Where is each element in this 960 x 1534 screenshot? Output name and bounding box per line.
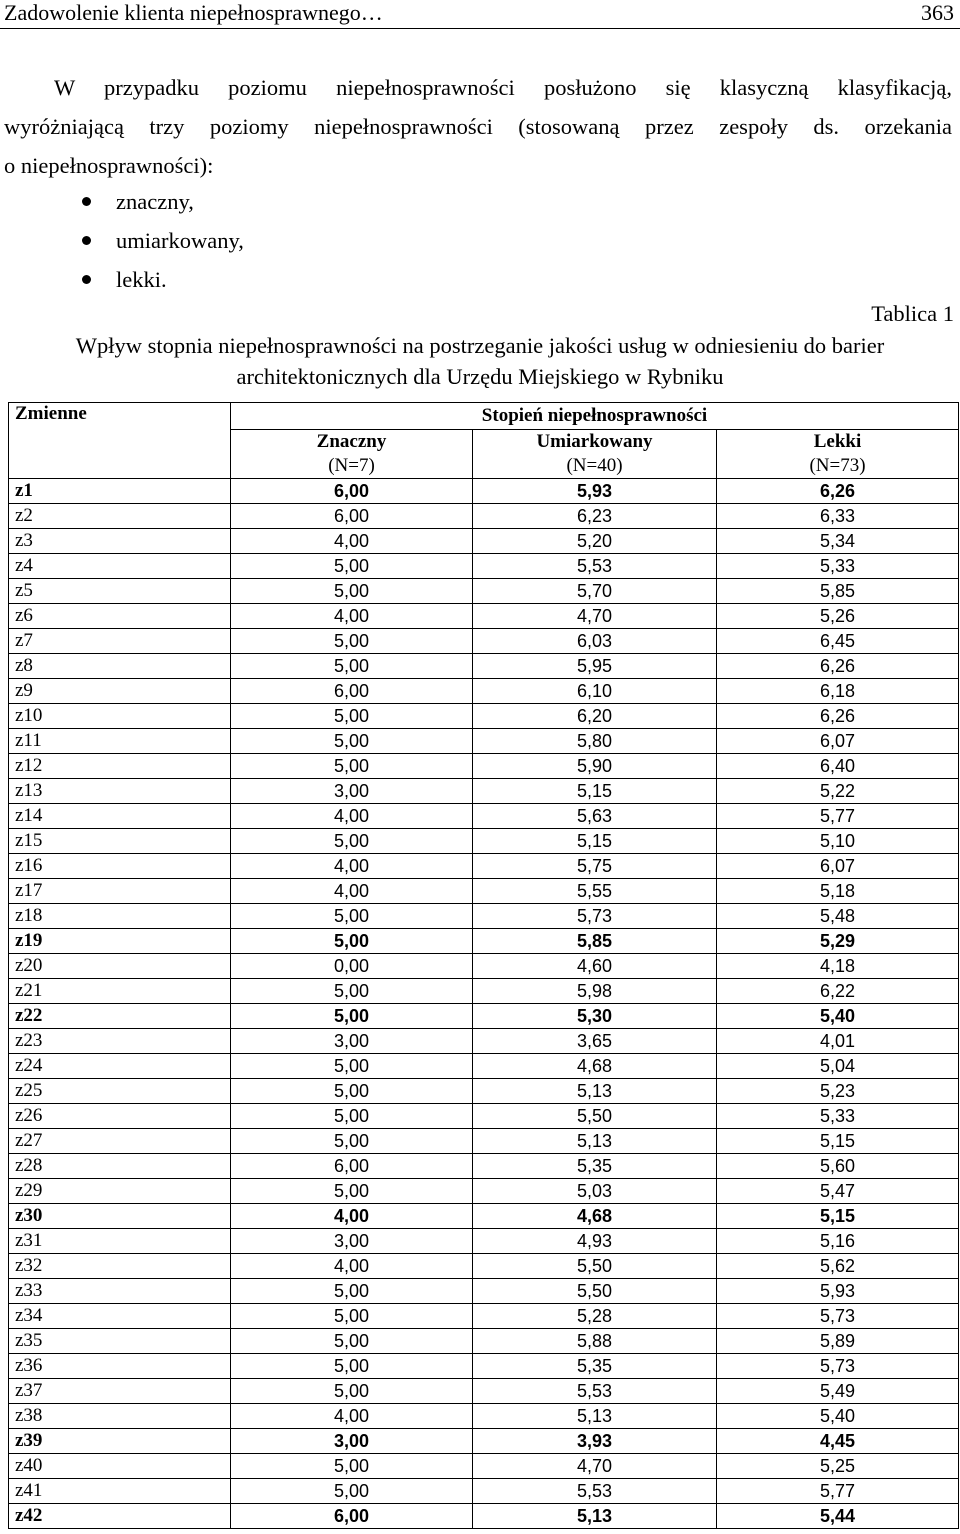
- table-row: [9, 554, 959, 579]
- value-cell: 6,00: [231, 679, 473, 704]
- value-cell: 5,13: [473, 1079, 717, 1104]
- variable-cell: z14: [9, 804, 231, 829]
- variable-cell: z15: [9, 829, 231, 854]
- value-cell: 5,53: [473, 1379, 717, 1404]
- table-row: [9, 1279, 959, 1304]
- value-cell: 5,23: [717, 1079, 959, 1104]
- table-row: [9, 904, 959, 929]
- running-header: [0, 0, 960, 29]
- table-row: [9, 1504, 959, 1529]
- variable-cell: z7: [9, 629, 231, 654]
- value-cell: 4,18: [717, 954, 959, 979]
- value-cell: 5,98: [473, 979, 717, 1004]
- table-row: [9, 704, 959, 729]
- value-cell: 5,13: [473, 1129, 717, 1154]
- value-cell: 3,93: [473, 1429, 717, 1454]
- value-cell: 4,00: [231, 604, 473, 629]
- table-row: [9, 1479, 959, 1504]
- value-cell: 5,00: [231, 1079, 473, 1104]
- table-row: [9, 1054, 959, 1079]
- column-header-sample-size: (N=7): [328, 455, 375, 476]
- table-row: [9, 1129, 959, 1154]
- variable-cell: z2: [9, 504, 231, 529]
- table-row: [9, 604, 959, 629]
- value-cell: 5,00: [231, 1004, 473, 1029]
- variable-cell: z39: [9, 1429, 231, 1454]
- variable-cell: z17: [9, 879, 231, 904]
- table-number: Tablica 1: [871, 301, 954, 326]
- column-header-lekki: [717, 430, 959, 479]
- value-cell: 5,26: [717, 604, 959, 629]
- value-cell: 5,15: [717, 1204, 959, 1229]
- variable-cell: z32: [9, 1254, 231, 1279]
- column-header-label: Lekki: [813, 431, 862, 452]
- value-cell: 4,45: [717, 1429, 959, 1454]
- value-cell: 5,63: [473, 804, 717, 829]
- value-cell: 4,68: [473, 1204, 717, 1229]
- variable-cell: z1: [9, 479, 231, 504]
- value-cell: 5,73: [473, 904, 717, 929]
- value-cell: 4,93: [473, 1229, 717, 1254]
- value-cell: 5,53: [473, 554, 717, 579]
- value-cell: 5,25: [717, 1454, 959, 1479]
- variable-cell: z28: [9, 1154, 231, 1179]
- table-caption: [0, 330, 960, 392]
- variable-cell: z36: [9, 1354, 231, 1379]
- value-cell: 5,00: [231, 1104, 473, 1129]
- value-cell: 5,18: [717, 879, 959, 904]
- value-cell: 6,00: [231, 479, 473, 504]
- value-cell: 5,00: [231, 1129, 473, 1154]
- value-cell: 5,85: [473, 929, 717, 954]
- intro-line-3: o niepełnosprawności):: [4, 153, 214, 178]
- value-cell: 5,62: [717, 1254, 959, 1279]
- table-row: [9, 1079, 959, 1104]
- table-row: [9, 1229, 959, 1254]
- table-row: [9, 1304, 959, 1329]
- value-cell: 5,00: [231, 1329, 473, 1354]
- table-row: [9, 579, 959, 604]
- value-cell: 6,10: [473, 679, 717, 704]
- value-cell: 4,00: [231, 879, 473, 904]
- page-number: 363: [921, 0, 954, 25]
- value-cell: 4,00: [231, 1254, 473, 1279]
- value-cell: 0,00: [231, 954, 473, 979]
- value-cell: 5,00: [231, 729, 473, 754]
- table-row: [9, 1029, 959, 1054]
- column-header-label: Umiarkowany: [536, 431, 653, 452]
- column-header-umiarkowany: [473, 430, 717, 479]
- running-header-title: Zadowolenie klienta niepełnosprawnego…: [4, 0, 383, 25]
- value-cell: 5,75: [473, 854, 717, 879]
- value-cell: 5,35: [473, 1354, 717, 1379]
- variable-cell: z20: [9, 954, 231, 979]
- value-cell: 5,00: [231, 1054, 473, 1079]
- value-cell: 5,90: [473, 754, 717, 779]
- value-cell: 5,00: [231, 1354, 473, 1379]
- column-header-sample-size: (N=40): [566, 455, 623, 476]
- value-cell: 5,47: [717, 1179, 959, 1204]
- value-cell: 4,70: [473, 604, 717, 629]
- value-cell: 5,60: [717, 1154, 959, 1179]
- table-row: [9, 479, 959, 504]
- table-row: [9, 1329, 959, 1354]
- caption-line-2: architektonicznych dla Urzędu Miejskiego w Rybniku: [236, 364, 724, 389]
- value-cell: 5,93: [717, 1279, 959, 1304]
- value-cell: 6,00: [231, 1154, 473, 1179]
- value-cell: 5,77: [717, 1479, 959, 1504]
- table-row: [9, 929, 959, 954]
- variable-cell: z34: [9, 1304, 231, 1329]
- value-cell: 5,20: [473, 529, 717, 554]
- table-body: [9, 479, 959, 1529]
- value-cell: 4,70: [473, 1454, 717, 1479]
- variable-cell: z42: [9, 1504, 231, 1529]
- variable-cell: z13: [9, 779, 231, 804]
- column-group-header: Stopień niepełnosprawności: [231, 403, 959, 430]
- variable-cell: z8: [9, 654, 231, 679]
- table-row: [9, 629, 959, 654]
- value-cell: 6,23: [473, 504, 717, 529]
- variable-cell: z5: [9, 579, 231, 604]
- intro-line-1: W przypadku poziomu niepełnosprawności posłużono się klasyczną klasyfikacją,: [54, 75, 952, 100]
- value-cell: 5,13: [473, 1404, 717, 1429]
- value-cell: 6,20: [473, 704, 717, 729]
- variable-cell: z26: [9, 1104, 231, 1129]
- value-cell: 5,55: [473, 879, 717, 904]
- value-cell: 5,15: [473, 829, 717, 854]
- value-cell: 4,00: [231, 1404, 473, 1429]
- table-row: [9, 679, 959, 704]
- value-cell: 4,00: [231, 854, 473, 879]
- value-cell: 5,10: [717, 829, 959, 854]
- value-cell: 5,50: [473, 1279, 717, 1304]
- variable-cell: z18: [9, 904, 231, 929]
- value-cell: 5,00: [231, 1379, 473, 1404]
- table-row: [9, 954, 959, 979]
- value-cell: 5,00: [231, 754, 473, 779]
- value-cell: 4,00: [231, 1204, 473, 1229]
- value-cell: 6,07: [717, 729, 959, 754]
- value-cell: 5,22: [717, 779, 959, 804]
- value-cell: 5,53: [473, 1479, 717, 1504]
- table-row: [9, 779, 959, 804]
- table-row: [9, 729, 959, 754]
- value-cell: 5,40: [717, 1004, 959, 1029]
- value-cell: 5,00: [231, 1279, 473, 1304]
- value-cell: 5,48: [717, 904, 959, 929]
- value-cell: 5,15: [717, 1129, 959, 1154]
- table-row: [9, 1404, 959, 1429]
- value-cell: 5,16: [717, 1229, 959, 1254]
- value-cell: 3,00: [231, 1429, 473, 1454]
- variable-cell: z40: [9, 1454, 231, 1479]
- table-row: [9, 1154, 959, 1179]
- bullet-icon: [82, 275, 91, 284]
- value-cell: 5,28: [473, 1304, 717, 1329]
- value-cell: 6,03: [473, 629, 717, 654]
- variable-cell: z21: [9, 979, 231, 1004]
- value-cell: 5,00: [231, 579, 473, 604]
- value-cell: 4,00: [231, 804, 473, 829]
- value-cell: 4,01: [717, 1029, 959, 1054]
- value-cell: 5,00: [231, 554, 473, 579]
- value-cell: 4,68: [473, 1054, 717, 1079]
- value-cell: 5,80: [473, 729, 717, 754]
- value-cell: 5,00: [231, 1304, 473, 1329]
- value-cell: 5,34: [717, 529, 959, 554]
- value-cell: 3,00: [231, 1029, 473, 1054]
- table-row: [9, 804, 959, 829]
- variable-cell: z31: [9, 1229, 231, 1254]
- value-cell: 5,73: [717, 1304, 959, 1329]
- table-row: [9, 979, 959, 1004]
- table-row: [9, 854, 959, 879]
- value-cell: 3,00: [231, 779, 473, 804]
- variable-cell: z37: [9, 1379, 231, 1404]
- table-row: [9, 1204, 959, 1229]
- value-cell: 5,44: [717, 1504, 959, 1529]
- value-cell: 6,26: [717, 704, 959, 729]
- value-cell: 5,00: [231, 904, 473, 929]
- value-cell: 5,00: [231, 1179, 473, 1204]
- table-row: [9, 829, 959, 854]
- table-row: [9, 1429, 959, 1454]
- value-cell: 6,40: [717, 754, 959, 779]
- value-cell: 5,33: [717, 1104, 959, 1129]
- value-cell: 4,60: [473, 954, 717, 979]
- table-row: [9, 1354, 959, 1379]
- value-cell: 5,93: [473, 479, 717, 504]
- value-cell: 5,03: [473, 1179, 717, 1204]
- list-item-label: umiarkowany,: [116, 228, 244, 253]
- value-cell: 5,00: [231, 654, 473, 679]
- variable-cell: z30: [9, 1204, 231, 1229]
- variable-cell: z16: [9, 854, 231, 879]
- variable-cell: z41: [9, 1479, 231, 1504]
- value-cell: 5,00: [231, 929, 473, 954]
- value-cell: 5,00: [231, 829, 473, 854]
- table-row: [9, 754, 959, 779]
- value-cell: 5,49: [717, 1379, 959, 1404]
- table-row: [9, 504, 959, 529]
- table-row: [9, 879, 959, 904]
- column-header-label: Znaczny: [316, 431, 387, 452]
- table-row: [9, 1104, 959, 1129]
- variable-cell: z33: [9, 1279, 231, 1304]
- value-cell: 5,00: [231, 1454, 473, 1479]
- value-cell: 6,00: [231, 504, 473, 529]
- value-cell: 5,00: [231, 629, 473, 654]
- column-header-znaczny: [231, 430, 473, 479]
- value-cell: 5,29: [717, 929, 959, 954]
- list-item-label: lekki.: [116, 267, 167, 292]
- value-cell: 4,00: [231, 529, 473, 554]
- variable-cell: z6: [9, 604, 231, 629]
- bullet-icon: [82, 197, 91, 206]
- value-cell: 3,00: [231, 1229, 473, 1254]
- results-table: [8, 402, 959, 1529]
- variable-cell: z27: [9, 1129, 231, 1154]
- variable-cell: z19: [9, 929, 231, 954]
- variable-cell: z35: [9, 1329, 231, 1354]
- variable-cell: z4: [9, 554, 231, 579]
- variable-cell: z24: [9, 1054, 231, 1079]
- variable-cell: z23: [9, 1029, 231, 1054]
- value-cell: 5,40: [717, 1404, 959, 1429]
- bullet-icon: [82, 236, 91, 245]
- table-row: [9, 654, 959, 679]
- table-row: [9, 1179, 959, 1204]
- list-item-label: znaczny,: [116, 189, 194, 214]
- variable-cell: z9: [9, 679, 231, 704]
- table-row: [9, 1004, 959, 1029]
- value-cell: 5,95: [473, 654, 717, 679]
- intro-line-2: wyróżniającą trzy poziomy niepełnosprawności (stosowaną przez zespoły ds. orzekania: [4, 114, 952, 139]
- value-cell: 5,00: [231, 1479, 473, 1504]
- value-cell: 5,00: [231, 704, 473, 729]
- table-row: [9, 1379, 959, 1404]
- value-cell: 5,50: [473, 1254, 717, 1279]
- value-cell: 6,18: [717, 679, 959, 704]
- value-cell: 5,33: [717, 554, 959, 579]
- value-cell: 6,00: [231, 1504, 473, 1529]
- variable-cell: z11: [9, 729, 231, 754]
- column-header-variables: Zmienne: [9, 403, 231, 479]
- table-row: [9, 529, 959, 554]
- variable-cell: z38: [9, 1404, 231, 1429]
- value-cell: 3,65: [473, 1029, 717, 1054]
- variable-cell: z29: [9, 1179, 231, 1204]
- value-cell: 5,00: [231, 979, 473, 1004]
- variable-cell: z12: [9, 754, 231, 779]
- value-cell: 5,30: [473, 1004, 717, 1029]
- value-cell: 6,45: [717, 629, 959, 654]
- value-cell: 5,88: [473, 1329, 717, 1354]
- value-cell: 6,33: [717, 504, 959, 529]
- variable-cell: z22: [9, 1004, 231, 1029]
- variable-cell: z3: [9, 529, 231, 554]
- value-cell: 5,85: [717, 579, 959, 604]
- value-cell: 6,26: [717, 654, 959, 679]
- value-cell: 5,73: [717, 1354, 959, 1379]
- intro-paragraph: [4, 68, 952, 185]
- value-cell: 5,04: [717, 1054, 959, 1079]
- value-cell: 5,50: [473, 1104, 717, 1129]
- value-cell: 6,07: [717, 854, 959, 879]
- table-row: [9, 1254, 959, 1279]
- variable-cell: z25: [9, 1079, 231, 1104]
- value-cell: 5,35: [473, 1154, 717, 1179]
- value-cell: 5,89: [717, 1329, 959, 1354]
- value-cell: 5,70: [473, 579, 717, 604]
- table-row: [9, 1454, 959, 1479]
- variable-cell: z10: [9, 704, 231, 729]
- caption-line-1: Wpływ stopnia niepełnosprawności na postrzeganie jakości usług w odniesieniu do barier: [75, 333, 885, 358]
- value-cell: 5,77: [717, 804, 959, 829]
- column-header-sample-size: (N=73): [809, 455, 866, 476]
- value-cell: 5,13: [473, 1504, 717, 1529]
- value-cell: 6,26: [717, 479, 959, 504]
- value-cell: 5,15: [473, 779, 717, 804]
- value-cell: 6,22: [717, 979, 959, 1004]
